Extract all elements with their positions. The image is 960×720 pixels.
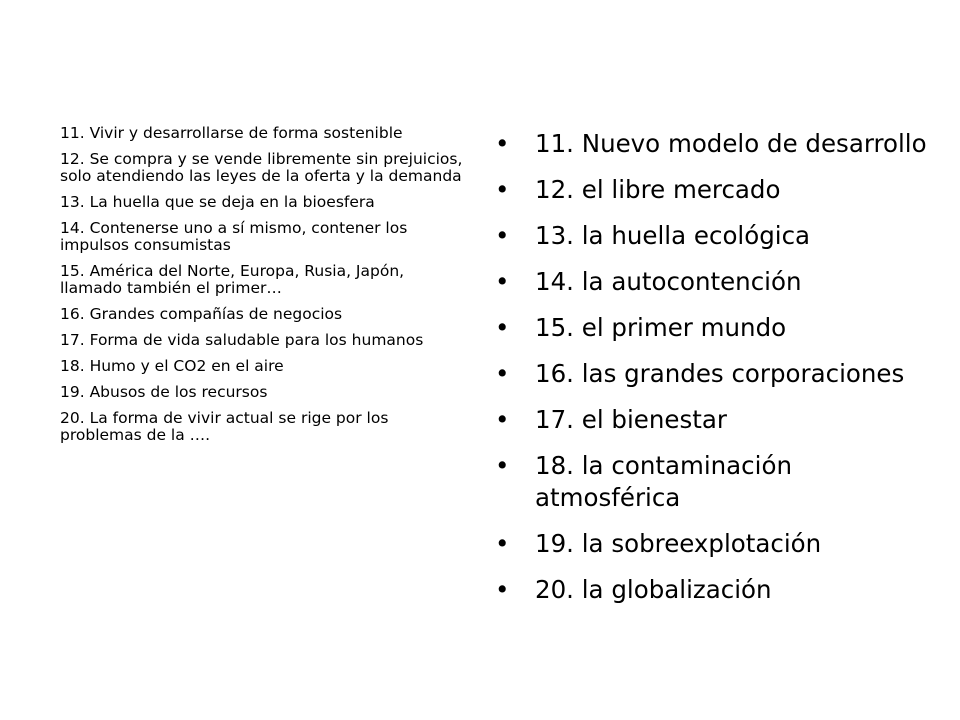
bullet-icon: • — [495, 175, 510, 204]
bullet-icon: • — [495, 313, 510, 342]
answer-item — [495, 266, 935, 298]
bullet-icon: • — [495, 529, 510, 558]
bullet-icon: • — [495, 129, 510, 158]
definition-item: 18. Humo y el CO2 en el aire — [60, 357, 284, 375]
definition-item: 19. Abusos de los recursos — [60, 383, 268, 401]
definition-item: 15. América del Norte, Europa, Rusia, Japón, llamado también el primer… — [60, 262, 405, 297]
answer-item — [495, 220, 935, 252]
answer-item — [495, 404, 935, 436]
bullet-icon: • — [495, 221, 510, 250]
answers-list — [495, 128, 935, 620]
answer-text: 15. el primer mundo — [535, 313, 787, 342]
answer-item — [495, 358, 935, 390]
answer-item — [495, 312, 935, 344]
answer-text: 19. la sobreexplotación — [535, 529, 822, 558]
answer-text: 13. la huella ecológica — [535, 221, 811, 250]
answer-item — [495, 574, 935, 606]
definition-item: 20. La forma de vivir actual se rige por los problemas de la …. — [60, 409, 389, 444]
answer-text: 16. las grandes corporaciones — [535, 359, 905, 388]
answer-item — [495, 174, 935, 206]
definitions-list — [60, 125, 470, 453]
answer-item — [495, 528, 935, 560]
answer-item — [495, 450, 935, 514]
bullet-icon: • — [495, 359, 510, 388]
definition-item: 14. Contenerse uno a sí mismo, contener los impulsos consumistas — [60, 219, 408, 254]
answer-text: 20. la globalización — [535, 575, 772, 604]
answer-text: 11. Nuevo modelo de desarrollo — [535, 129, 927, 158]
answer-text: 18. la contaminación atmosférica — [535, 451, 792, 512]
definition-item: 17. Forma de vida saludable para los humanos — [60, 331, 424, 349]
definition-item: 13. La huella que se deja en la bioesfera — [60, 193, 375, 211]
bullet-icon: • — [495, 267, 510, 296]
bullet-icon: • — [495, 451, 510, 480]
bullet-icon: • — [495, 405, 510, 434]
answer-text: 17. el bienestar — [535, 405, 727, 434]
answer-text: 14. la autocontención — [535, 267, 802, 296]
bullet-icon: • — [495, 575, 510, 604]
definition-item: 11. Vivir y desarrollarse de forma sostenible — [60, 124, 403, 142]
definition-item: 12. Se compra y se vende libremente sin prejuicios, solo atendiendo las leyes de la oferta y la demanda — [60, 150, 463, 185]
answer-item — [495, 128, 935, 160]
definition-item: 16. Grandes compañías de negocios — [60, 305, 343, 323]
answer-text: 12. el libre mercado — [535, 175, 781, 204]
